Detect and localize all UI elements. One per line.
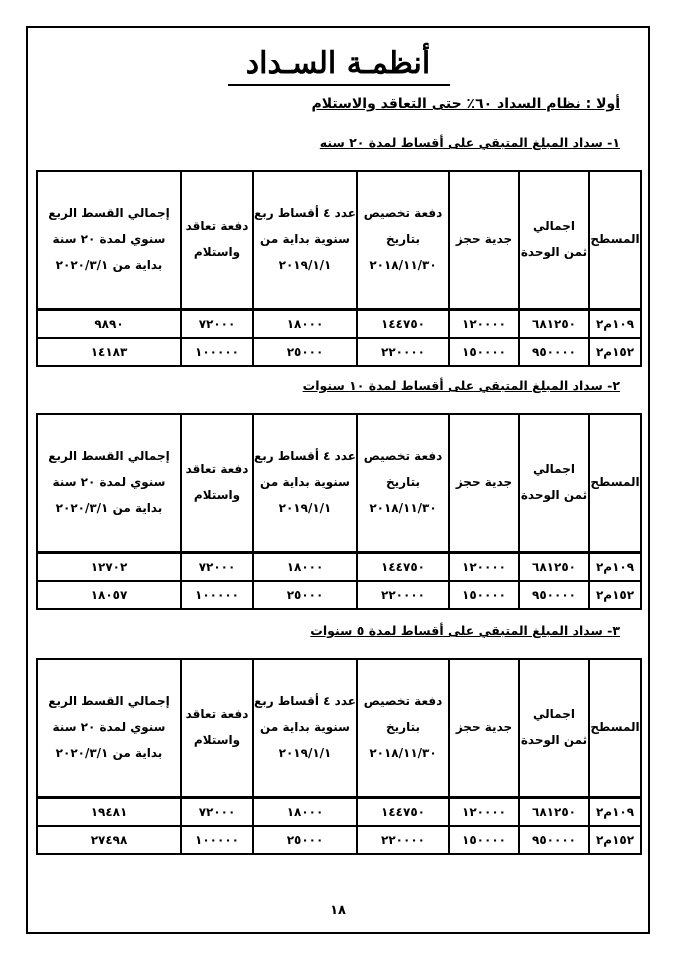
cell-seriousness: ١٢٠٠٠٠ xyxy=(449,310,519,339)
page-number: ١٨ xyxy=(330,903,346,918)
header-allocation: دفعة تخصيص بتاريخ ٢٠١٨/١١/٣٠ xyxy=(357,414,449,553)
cell-area: ١٠٩م٢ xyxy=(589,798,641,827)
cell-total: ٦٨١٢٥٠ xyxy=(519,553,589,582)
cell-quarterly: ١٢٧٠٢ xyxy=(37,553,181,582)
cell-contract: ٧٢٠٠٠ xyxy=(181,798,253,827)
header-total-price: اجمالي ثمن الوحدة xyxy=(519,659,589,798)
cell-contract: ١٠٠٠٠٠ xyxy=(181,581,253,609)
cell-area: ١٠٩م٢ xyxy=(589,553,641,582)
cell-contract: ١٠٠٠٠٠ xyxy=(181,338,253,366)
header-quarterly: إجمالي القسط الربع سنوي لمدة ٢٠ سنة بداية من ٢٠٢٠/٣/١ xyxy=(37,659,181,798)
cell-area: ١٥٢م٢ xyxy=(589,826,641,854)
cell-installments: ٢٥٠٠٠ xyxy=(253,581,357,609)
section-3-table xyxy=(36,658,642,855)
section-2-table xyxy=(36,413,642,610)
cell-seriousness: ١٥٠٠٠٠ xyxy=(449,338,519,366)
section-3-title: ٣- سداد المبلغ المتبقي على أقساط لمدة ٥ سنوات xyxy=(310,623,620,638)
cell-installments: ١٨٠٠٠ xyxy=(253,310,357,339)
table-row xyxy=(37,826,641,854)
header-quarterly: إجمالي القسط الربع سنوي لمدة ٢٠ سنة بداية من ٢٠٢٠/٣/١ xyxy=(37,414,181,553)
header-area: المسطح xyxy=(589,414,641,553)
header-seriousness: جدية حجز xyxy=(449,659,519,798)
cell-contract: ١٠٠٠٠٠ xyxy=(181,826,253,854)
header-installments: عدد ٤ أقساط ربع سنوية بداية من ٢٠١٩/١/١ xyxy=(253,414,357,553)
cell-seriousness: ١٥٠٠٠٠ xyxy=(449,581,519,609)
header-total-price: اجمالي ثمن الوحدة xyxy=(519,414,589,553)
cell-contract: ٧٢٠٠٠ xyxy=(181,310,253,339)
cell-allocation: ٢٢٠٠٠٠ xyxy=(357,338,449,366)
cell-installments: ١٨٠٠٠ xyxy=(253,553,357,582)
payment-system-heading: أولا : نظام السداد ٦٠٪ حتى التعاقد والاستلام xyxy=(311,96,620,112)
cell-quarterly: ٢٧٤٩٨ xyxy=(37,826,181,854)
cell-contract: ٧٢٠٠٠ xyxy=(181,553,253,582)
section-2-title: ٢- سداد المبلغ المتبقي على أقساط لمدة ١٠ سنوات xyxy=(302,378,620,393)
cell-allocation: ٢٢٠٠٠٠ xyxy=(357,826,449,854)
cell-total: ٩٥٠٠٠٠ xyxy=(519,338,589,366)
header-allocation: دفعة تخصيص بتاريخ ٢٠١٨/١١/٣٠ xyxy=(357,171,449,310)
header-total-price: اجمالي ثمن الوحدة xyxy=(519,171,589,310)
header-contract: دفعة تعاقد واستلام xyxy=(181,659,253,798)
cell-quarterly: ١٩٤٨١ xyxy=(37,798,181,827)
cell-quarterly: ٩٨٩٠ xyxy=(37,310,181,339)
header-allocation: دفعة تخصيص بتاريخ ٢٠١٨/١١/٣٠ xyxy=(357,659,449,798)
table-row xyxy=(37,310,641,339)
table-row xyxy=(37,581,641,609)
header-area: المسطح xyxy=(589,171,641,310)
table-row xyxy=(37,798,641,827)
cell-seriousness: ١٥٠٠٠٠ xyxy=(449,826,519,854)
cell-allocation: ١٤٤٧٥٠ xyxy=(357,553,449,582)
header-contract: دفعة تعاقد واستلام xyxy=(181,171,253,310)
section-1-table xyxy=(36,170,642,367)
cell-total: ٩٥٠٠٠٠ xyxy=(519,581,589,609)
cell-seriousness: ١٢٠٠٠٠ xyxy=(449,798,519,827)
header-area: المسطح xyxy=(589,659,641,798)
cell-allocation: ١٤٤٧٥٠ xyxy=(357,310,449,339)
table-row xyxy=(37,338,641,366)
table-header-row xyxy=(37,414,641,553)
table-header-row xyxy=(37,171,641,310)
header-seriousness: جدية حجز xyxy=(449,171,519,310)
cell-area: ١٥٢م٢ xyxy=(589,338,641,366)
page-title: أنظمـة السـداد xyxy=(245,46,431,81)
header-installments: عدد ٤ أقساط ربع سنوية بداية من ٢٠١٩/١/١ xyxy=(253,171,357,310)
cell-installments: ٢٥٠٠٠ xyxy=(253,338,357,366)
header-installments: عدد ٤ أقساط ربع سنوية بداية من ٢٠١٩/١/١ xyxy=(253,659,357,798)
cell-area: ١٥٢م٢ xyxy=(589,581,641,609)
cell-installments: ٢٥٠٠٠ xyxy=(253,826,357,854)
cell-installments: ١٨٠٠٠ xyxy=(253,798,357,827)
cell-total: ٦٨١٢٥٠ xyxy=(519,310,589,339)
table-header-row xyxy=(37,659,641,798)
header-quarterly: إجمالي القسط الربع سنوي لمدة ٢٠ سنة بداية من ٢٠٢٠/٣/١ xyxy=(37,171,181,310)
cell-allocation: ١٤٤٧٥٠ xyxy=(357,798,449,827)
header-contract: دفعة تعاقد واستلام xyxy=(181,414,253,553)
cell-seriousness: ١٢٠٠٠٠ xyxy=(449,553,519,582)
title-underline xyxy=(228,84,450,86)
section-1-title: ١- سداد المبلغ المتبقي على أقساط لمدة ٢٠ سنه xyxy=(319,135,620,150)
header-seriousness: جدية حجز xyxy=(449,414,519,553)
cell-quarterly: ١٤١٨٣ xyxy=(37,338,181,366)
cell-area: ١٠٩م٢ xyxy=(589,310,641,339)
cell-total: ٩٥٠٠٠٠ xyxy=(519,826,589,854)
cell-allocation: ٢٢٠٠٠٠ xyxy=(357,581,449,609)
cell-quarterly: ١٨٠٥٧ xyxy=(37,581,181,609)
cell-total: ٦٨١٢٥٠ xyxy=(519,798,589,827)
table-row xyxy=(37,553,641,582)
